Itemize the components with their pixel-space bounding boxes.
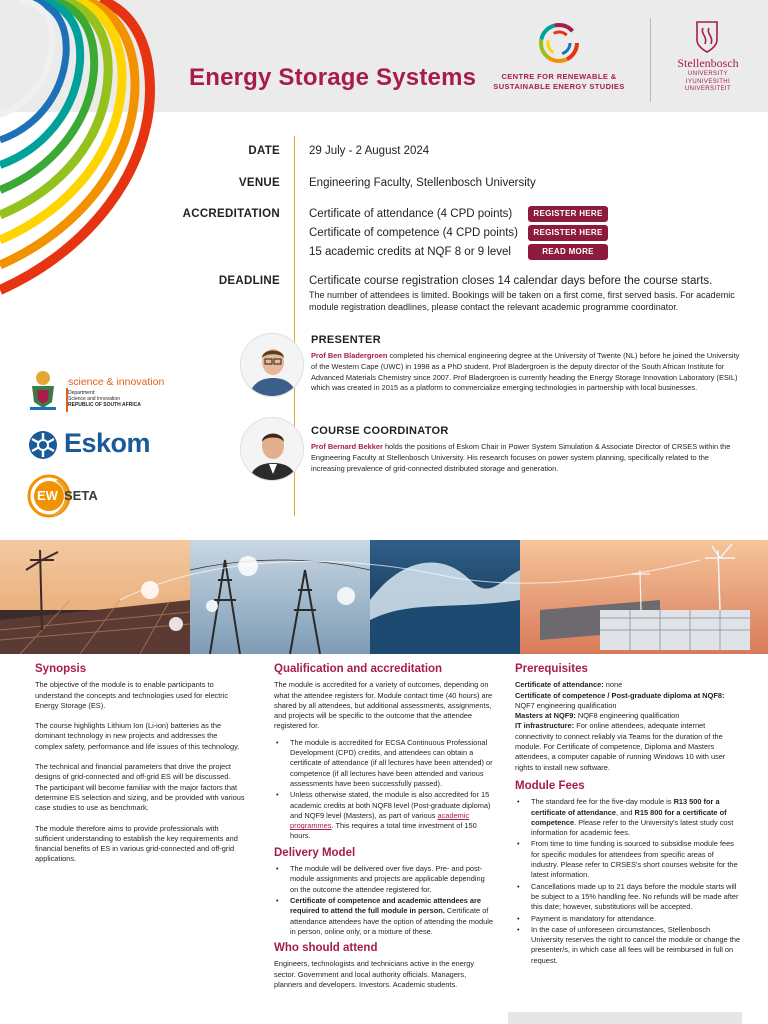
synopsis-paragraph: The module therefore aims to provide professionals with sufficient understanding to establish the key requirements and financial benefits of ES in various grid-connected and off-grid applications.: [35, 823, 238, 864]
coordinator-photo: [240, 417, 304, 481]
academic-programmes-link[interactable]: academic programmes: [290, 810, 470, 831]
university-name: Stellenbosch: [677, 56, 739, 70]
dsi-department: Department: Science and Innovation REPUBLIC OF SOUTH AFRICA: [68, 390, 141, 408]
delivery-list: [274, 864, 494, 937]
who-heading: Who should attend: [274, 942, 378, 955]
prerequisites-section: [515, 664, 743, 970]
list-item: • The module will be delivered over five days. Pre- and post-module assignments and projects are applicable depending on the outcome the attendee registered for.: [274, 864, 494, 895]
presenter-heading: PRESENTER: [311, 334, 381, 346]
presenter-photo: [240, 333, 304, 397]
ewseta-seta: SETA: [64, 488, 98, 503]
accreditation-item: Certificate of attendance (4 CPD points): [309, 208, 513, 220]
fees-list: [515, 797, 743, 966]
synopsis-section: [35, 664, 245, 875]
venue-value: Engineering Faculty, Stellenbosch University: [309, 177, 536, 189]
register-competence-button[interactable]: REGISTER HERE: [528, 225, 608, 241]
presenter-name[interactable]: Prof Ben Bladergroen: [311, 351, 388, 360]
register-attendance-button[interactable]: REGISTER HERE: [528, 206, 608, 222]
eskom-symbol-icon: [28, 430, 58, 460]
prerequisites-heading: Prerequisites: [515, 663, 588, 675]
coordinator-bio: Prof Bernard Bekker holds the positions of Eskom Chair in Power System Simulation & Associate Director of CRSES within the Engineering Faculty at Stellenbosch University. His research focuses on power system planning, specifically related to the increasing prevalence of grid-connected distributed storage and generation.: [311, 442, 731, 473]
accreditation-item: Certificate of competence (4 CPD points): [309, 227, 519, 239]
delivery-heading: Delivery Model: [274, 846, 356, 859]
prereq-masters: Masters at NQF9: NQF8 engineering qualification: [515, 711, 680, 721]
date-value: 29 July - 2 August 2024: [309, 145, 430, 157]
list-item: • Cancellations made up to 21 days before the module starts will be subject to a 15% handling fee. No refunds will be made after this date; however, substitutions will be accepted.: [515, 882, 743, 913]
prereq-attendance: Certificate of attendance: none: [515, 680, 623, 690]
crses-name: CENTRE FOR RENEWABLE & SUSTAINABLE ENERGY STUDIES: [493, 72, 625, 91]
list-item: • From time to time funding is sourced to subsidise module fees for specific modules for attendees from specific areas of industry. Please refer to CRSES's short courses website for the latest information.: [515, 839, 743, 880]
university-subtitle: UNIVERSITY IYUNIVESITHI UNIVERSITEIT: [684, 71, 732, 92]
deadline-note: The number of attendees is limited. Bookings will be taken on a first come, first served basis. For academic module registration deadlines, please contact the relevant academic programme coordinator.: [309, 290, 735, 312]
header-divider: [650, 18, 651, 102]
ewseta-logo: [27, 474, 117, 518]
date-label: DATE: [248, 145, 280, 157]
energy-banner-image: [0, 540, 768, 654]
swirl-graphic: [0, 0, 180, 300]
list-item: • The standard fee for the five-day module is R13 500 for a certificate of attendance, and R15 800 for a certificate of competence. Please refer to the University's latest study cost information for academic fees.: [515, 797, 743, 838]
qualification-intro: The module is accredited for a variety of outcomes, depending on what the attendee registers for. Module contact time (40 hours) are shared by all attendees, but additional assessments, assignments, and projects will be specific to the outcome that the attendee registered for.: [274, 680, 493, 731]
crses-logo-icon: [538, 22, 580, 64]
deadline-label: DEADLINE: [218, 275, 280, 287]
list-item: • Certificate of competence and academic attendees are required to attend the full module in person. Certificate of attendance attendees have the option of attending the module in person, online only, or a mixture of these.: [274, 896, 494, 937]
qualification-heading: Qualification and accreditation: [274, 663, 443, 675]
accreditation-label: ACCREDITATION: [182, 208, 280, 220]
stellenbosch-crest-icon: [694, 20, 720, 54]
list-item: • Unless otherwise stated, the module is also accredited for 15 academic credits at both NQF8 level (Post-graduate diploma) and NQF9 level (Masters), as part of various academic programmes. This requires a total time investment of 150 hours.: [274, 790, 494, 841]
dsi-logo: [26, 368, 176, 416]
ewseta-ew: EW: [37, 488, 58, 503]
synopsis-paragraph: The objective of the module is to enable participants to understand the concepts and technologies used for electric Energy Storage (ES).: [35, 680, 229, 710]
eskom-logo: [28, 428, 158, 464]
list-item: • In the case of unforeseen circumstances, Stellenbosch University reserves the right to cancel the module or change the presenter/s, in which case all fees will be reimbursed in full on request.: [515, 925, 743, 966]
coat-of-arms-icon: [26, 368, 60, 412]
coordinator-name[interactable]: Prof Bernard Bekker: [311, 442, 383, 451]
contact-bar: [508, 1012, 742, 1024]
list-item: • The module is accredited for ECSA Continuous Professional Development (CPD) credits, and attendees can obtain a certificate of attendance (if all lectures have been attended) or competence (if all lectures have been attended and various assessments have been successfully passed).: [274, 738, 494, 789]
presenter-bio: Prof Ben Bladergroen completed his chemical engineering degree at the University of Twente (NL) before he joined the University of the Western Cape (UWC) in 1998 as a PhD student. Prof Bladergroen is the deputy director of the South African Institute for Advanced Materials Chemistry since 2007. Prof Bladergroen is currently heading the Energy Storage Innovation Laboratory (ESIL) which was created in 2015 as a platform to commercialize emerging technologies in partnership with local businesses.: [311, 351, 740, 393]
deadline-value: Certificate course registration closes 14 calendar days before the course starts.: [309, 275, 713, 287]
prereq-it: IT infrastructure: For online attendees, adequate internet connectivity to connect reliably via Teams for the duration of the module. For Certificate of competence, Diploma and Masters attendees, a computer capable of running Windows 10 with user rights to install new software.: [515, 721, 726, 772]
fees-heading: Module Fees: [515, 779, 585, 792]
synopsis-paragraph: The technical and financial parameters that drive the project designs of grid-connected and off-grid ES will be discussed. The participant will become familiar with the major factors that determine ES selection and sizing, and be provided with various case studies to use as benchmark.: [35, 762, 245, 813]
coordinator-heading: COURSE COORDINATOR: [311, 425, 449, 437]
list-item: • Payment is mandatory for attendance.: [515, 914, 743, 924]
eskom-wordmark: Eskom: [64, 428, 151, 458]
synopsis-heading: Synopsis: [35, 663, 87, 675]
qualification-section: [274, 664, 494, 1000]
venue-label: VENUE: [238, 177, 280, 189]
read-more-button[interactable]: READ MORE: [528, 244, 608, 260]
dsi-name: science & innovation: [68, 376, 165, 388]
prereq-competence: Certificate of competence / Post-graduate diploma at NQF8: NQF7 engineering qualification: [515, 690, 725, 710]
synopsis-paragraph: The course highlights Lithium Ion (Li-ion) batteries as the dominant technology in new projects and addresses the complex safety, performance and life issues of this technology.: [35, 721, 240, 751]
who-text: Engineers, technologists and technicians active in the energy sector. Government and local authority officials. Managers, planners and developers. Investors. Academic students.: [274, 959, 475, 990]
qualification-list: [274, 738, 494, 842]
accreditation-item: 15 academic credits at NQF 8 or 9 level: [309, 246, 511, 258]
page-title: Energy Storage Systems: [189, 64, 477, 91]
